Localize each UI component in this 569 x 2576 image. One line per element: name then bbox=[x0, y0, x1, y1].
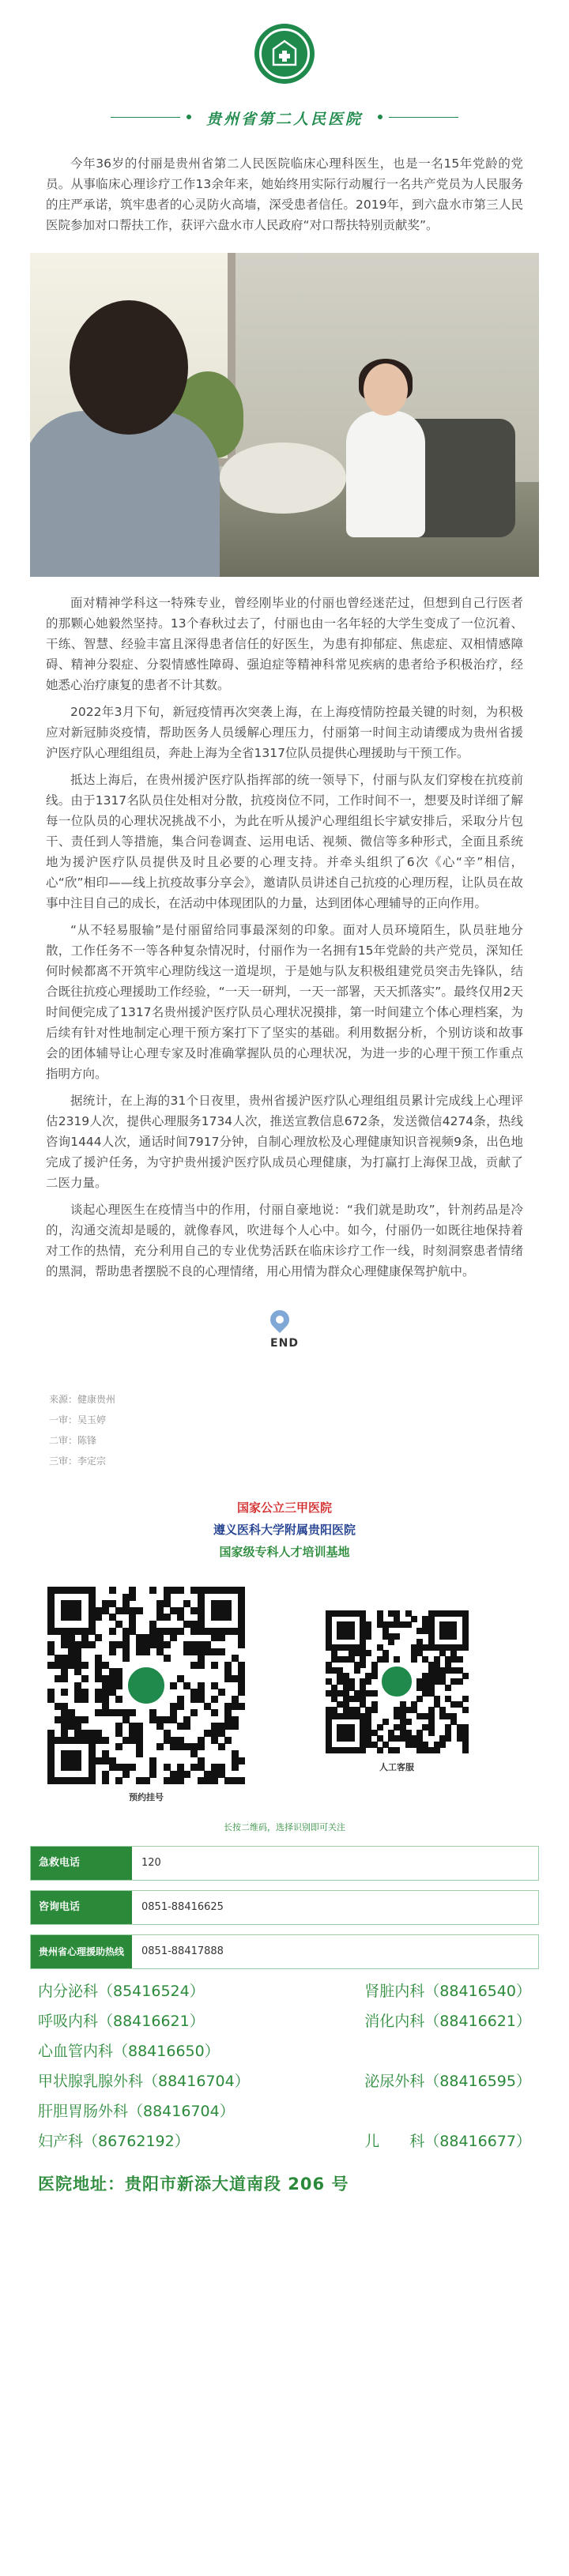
department-item: 心血管内科（88416650） bbox=[38, 2043, 220, 2060]
qr-module bbox=[164, 1614, 171, 1621]
qr-module bbox=[143, 1777, 150, 1784]
credits bbox=[49, 1389, 569, 1471]
qr-module bbox=[61, 1689, 68, 1696]
qr-module bbox=[462, 1696, 469, 1702]
hospital-name: 贵州省第二人民医院 bbox=[205, 111, 363, 128]
qr-module bbox=[95, 1614, 102, 1621]
qr-module bbox=[462, 1707, 469, 1713]
department-row bbox=[38, 2040, 531, 2062]
qr-module bbox=[450, 1633, 457, 1640]
qr-module bbox=[238, 1703, 245, 1710]
contact-label: 贵州省心理援助热线 bbox=[31, 1935, 132, 1968]
qr-module bbox=[371, 1690, 378, 1697]
institution-line-1: 国家公立三甲医院 bbox=[236, 1501, 332, 1515]
department-row bbox=[38, 2010, 531, 2032]
qr-module bbox=[360, 1747, 366, 1753]
department-row bbox=[38, 2100, 531, 2122]
consultation-photo bbox=[30, 253, 539, 577]
department-row bbox=[38, 2070, 531, 2092]
qr-module bbox=[457, 1656, 463, 1663]
qr-module bbox=[232, 1764, 239, 1771]
department-item: 肝胆胃肠外科（88416704） bbox=[38, 2103, 235, 2120]
qr-module bbox=[394, 1747, 400, 1753]
qr-module bbox=[177, 1628, 184, 1635]
article-body bbox=[0, 593, 569, 1282]
department-item: 内分泌科（85416524） bbox=[38, 1983, 205, 2000]
qr-module bbox=[102, 1737, 109, 1744]
qr-module bbox=[170, 1634, 177, 1641]
qr-module bbox=[149, 1587, 156, 1594]
department-item: 肾脏内科（88416540） bbox=[364, 1983, 531, 2000]
qr-module bbox=[136, 1750, 143, 1757]
contact-label: 咨询电话 bbox=[31, 1891, 132, 1924]
qr-module bbox=[89, 1641, 96, 1648]
qr-module bbox=[109, 1628, 116, 1635]
qr-module bbox=[218, 1689, 225, 1696]
qr-module bbox=[61, 1675, 68, 1682]
qr-module bbox=[434, 1747, 440, 1753]
qr-module bbox=[109, 1648, 116, 1655]
qr-module bbox=[122, 1655, 130, 1662]
contact-row-hotline bbox=[30, 1934, 539, 1969]
qr-module bbox=[365, 1633, 371, 1640]
qr-module bbox=[81, 1696, 89, 1703]
qr-module bbox=[428, 1730, 435, 1736]
contact-phone[interactable]: 0851-88417888 bbox=[141, 1945, 224, 1957]
qr-module bbox=[198, 1743, 205, 1750]
department-item: 呼吸内科（88416621） bbox=[38, 2013, 205, 2030]
qr-module bbox=[388, 1639, 394, 1645]
qr-module bbox=[224, 1737, 232, 1744]
qr-module bbox=[211, 1696, 218, 1703]
department-list bbox=[38, 1980, 531, 2152]
qr-module bbox=[211, 1662, 218, 1669]
qr-module bbox=[394, 1633, 400, 1640]
qr-module bbox=[238, 1689, 245, 1696]
qr-module bbox=[238, 1777, 245, 1784]
qr-module bbox=[360, 1662, 366, 1668]
service-qr-label: 人工客服 bbox=[379, 1762, 414, 1772]
qr-module bbox=[377, 1724, 383, 1731]
qr-module bbox=[81, 1675, 89, 1682]
qr-module bbox=[218, 1634, 225, 1641]
qr-module bbox=[156, 1743, 164, 1750]
qr-module bbox=[371, 1673, 378, 1679]
qr-module bbox=[382, 1656, 389, 1663]
department-row bbox=[38, 2130, 531, 2152]
qr-module bbox=[115, 1743, 122, 1750]
qr-module bbox=[115, 1777, 122, 1784]
contact-row-emergency bbox=[30, 1846, 539, 1881]
qr-module bbox=[122, 1771, 130, 1778]
qr-module bbox=[411, 1616, 417, 1622]
qr-module bbox=[190, 1709, 198, 1716]
qr-module bbox=[445, 1735, 451, 1742]
qr-module bbox=[218, 1648, 225, 1655]
body-paragraph: 2022年3月下旬，新冠疫情再次突袭上海，在上海疫情防控最关键的时刻，为积极应对新冠肺炎疫情，帮助医务人员缓解心理压力，付丽第一时间主动请缨成为贵州省援沪医疗队心理组组员，奔赴上海为全省1317位队员提供心理援助与干预工作。 bbox=[46, 705, 523, 760]
service-qr-code[interactable] bbox=[326, 1610, 468, 1753]
header bbox=[0, 0, 569, 142]
qr-module bbox=[129, 1594, 136, 1601]
hospital-emblem-icon bbox=[254, 24, 315, 84]
qr-module bbox=[394, 1656, 400, 1663]
qr-module bbox=[405, 1621, 412, 1628]
qr-module bbox=[129, 1709, 136, 1716]
qr-module bbox=[445, 1685, 451, 1691]
department-item: 泌尿外科（88416595） bbox=[364, 2073, 531, 2090]
appointment-qr-code[interactable] bbox=[47, 1587, 245, 1784]
qr-module bbox=[411, 1656, 417, 1663]
qr-module bbox=[164, 1641, 171, 1648]
scan-tip: 长按二维码，选择识别即可关注 bbox=[224, 1822, 345, 1832]
qr-center-logo-icon bbox=[126, 1665, 167, 1706]
qr-module bbox=[365, 1678, 371, 1685]
institution-block bbox=[0, 1497, 569, 1563]
qr-module bbox=[439, 1742, 446, 1748]
qr-module bbox=[177, 1587, 184, 1594]
credit-review-2: 二审：陈锋 bbox=[49, 1435, 97, 1446]
body-paragraph: 抵达上海后，在贵州援沪医疗队指挥部的统一领导下，付丽与队友们穿梭在抗疫前线。由于1317名队员住处相对分散，抗疫岗位不同，工作时间不一，想要及时详细了解每一位队员的心理状况挑战不小，为此在听从援沪心理组组长宇斌安排后，采取分片包干、责任到人等措施，集合问卷调查、运用电话、视频、微信等多种形式，全面且系统地为援沪医疗队员提供及时且必要的心理支持。并牵头组织了6次《心“辛”相信，心“欣”相印——线上抗疫故事分享会》，邀请队员讲述自己抗疫的心理历程，让队员在故事中注目自己的成长，在活动中体现团队的力量，达到团体心理辅导的正向作用。 bbox=[46, 773, 523, 910]
end-marker bbox=[0, 1302, 569, 1389]
qr-module bbox=[405, 1719, 412, 1725]
qr-module bbox=[183, 1771, 190, 1778]
qr-module bbox=[183, 1723, 190, 1730]
contact-list bbox=[30, 1846, 539, 1969]
qr-module bbox=[95, 1634, 102, 1641]
qr-module bbox=[349, 1633, 355, 1640]
qr-module bbox=[462, 1644, 469, 1651]
qr-module bbox=[115, 1682, 122, 1689]
qr-module bbox=[102, 1777, 109, 1784]
body-paragraph: 谈起心理医生在疫情当中的作用，付丽自豪地说：“我们就是助攻”，针剂药品是冷的，沟通交流却是暖的，就像春风，吹进每个人心中。如今，付丽仍一如既往地保持着对工作的热情，充分利用自己的专业优势活跃在临床诊疗工作一线，时刻洞察患者情绪的黑洞，帮助患者摆脱不良的心理情绪，用心用情为群众心理健康保驾护航中。 bbox=[46, 1203, 523, 1279]
institution-line-2: 遵义医科大学附属贵阳医院 bbox=[213, 1523, 356, 1537]
qr-module bbox=[136, 1607, 143, 1614]
qr-center-logo-icon bbox=[379, 1664, 413, 1698]
qr-module bbox=[382, 1719, 389, 1725]
department-item: 妇产科（86762192） bbox=[38, 2133, 190, 2150]
department-item: 消化内科（88416621） bbox=[364, 2013, 531, 2030]
department-item: 儿 科（88416677） bbox=[364, 2133, 531, 2150]
qr-module bbox=[238, 1757, 245, 1764]
qr-module bbox=[89, 1777, 96, 1784]
credit-source: 来源：健康贵州 bbox=[49, 1394, 116, 1405]
qr-module bbox=[377, 1747, 383, 1753]
qr-module bbox=[170, 1682, 177, 1689]
department-row bbox=[38, 1980, 531, 2002]
body-paragraph: 面对精神学科这一特殊专业，曾经刚毕业的付丽也曾经迷茫过，但想到自己行医者的那颗心她毅然坚持。13个春秋过去了，付丽也由一名年轻的大学生变成了一位沉着、干练、智慧、经验丰富且深得患者信任的好医生，为患有抑郁症、焦虑症、双相情感障碍、精神分裂症、分裂情感性障碍、强迫症等精神科常见疾病的患者给予积极治疗，经她悉心治疗康复的患者不计其数。 bbox=[46, 596, 523, 692]
qr-module bbox=[115, 1696, 122, 1703]
qr-module bbox=[371, 1707, 378, 1713]
qr-module bbox=[198, 1662, 205, 1669]
qr-module bbox=[74, 1614, 81, 1621]
institution-line-3: 国家级专科人才培训基地 bbox=[219, 1545, 350, 1559]
contact-row-inquiry bbox=[30, 1890, 539, 1925]
qr-module bbox=[81, 1716, 89, 1723]
body-paragraph: “从不轻易服输”是付丽留给同事最深刻的印象。面对人员环境陌生，队员驻地分散，工作任务不一等各种复杂情况时，付丽作为一名拥有15年党龄的共产党员，深知任何时候都离不开筑牢心理防线这一道堤坝，于是她与队友积极组建党员突击先锋队，结合既往抗疫心理援助工作经验，“一天一研判，一天一部署，天天抓落实”。最终仅用2天时间便完成了1317名贵州援沪医疗队员心理状况摸排，第一时间建立个体心理档案，为后续有针对性地制定心理干预方案打下了坚实的基础。利用数据分析，个别访谈和故事会的团体辅导让心理专家及时准确掌握队员的心理状况，为进一步的心理干预工作重点指明方向。 bbox=[46, 923, 523, 1081]
hospital-address: 医院地址：贵阳市新添大道南段 206 号 bbox=[38, 2175, 349, 2194]
qr-module bbox=[74, 1764, 81, 1771]
department-item: 甲状腺乳腺外科（88416704） bbox=[38, 2073, 250, 2090]
intro-paragraph: 今年36岁的付丽是贵州省第二人民医院临床心理科医生，也是一名15年党龄的党员。从事临床心理诊疗工作13余年来，她始终用实际行动履行一名共产党员为人民服务的庄严承诺，筑牢患者的心灵防火高墙，深受患者信任。2019年，到六盘水市第三人民医院参加对口帮扶工作，获评六盘水市人民政府“对口帮扶特别贡献奖”。 bbox=[46, 156, 523, 232]
qr-module bbox=[149, 1771, 156, 1778]
end-label: END bbox=[270, 1337, 299, 1350]
qr-module bbox=[232, 1723, 239, 1730]
qr-module bbox=[211, 1777, 218, 1784]
qr-module bbox=[218, 1743, 225, 1750]
qr-module bbox=[164, 1655, 171, 1662]
qr-module bbox=[143, 1648, 150, 1655]
qr-module bbox=[457, 1678, 463, 1685]
qr-module bbox=[224, 1614, 232, 1621]
qr-module bbox=[416, 1696, 423, 1702]
location-pin-icon bbox=[266, 1306, 293, 1333]
qr-module bbox=[462, 1747, 469, 1753]
appointment-qr-label: 预约挂号 bbox=[129, 1792, 164, 1802]
qr-module bbox=[354, 1667, 360, 1674]
qr-module bbox=[365, 1650, 371, 1656]
contact-label: 急救电话 bbox=[31, 1847, 132, 1880]
contact-phone[interactable]: 0851-88416625 bbox=[141, 1901, 224, 1913]
qr-module bbox=[211, 1709, 218, 1716]
qr-module bbox=[129, 1764, 136, 1771]
qr-module bbox=[238, 1641, 245, 1648]
body-paragraph: 据统计，在上海的31个日夜里，贵州省援沪医疗队心理组组员累计完成线上心理评估2319人次，提供心理服务1734人次，推送宣教信息672条，发送微信4274条，热线咨询1444人次，通话时间7917分钟，自制心理放松及心理健康知识音视频9条，出色地完成了援沪任务，为守护贵州援沪医疗队成员心理健康，为打赢打上海保卫战，贡献了二医力量。 bbox=[46, 1094, 523, 1190]
qr-module bbox=[349, 1735, 355, 1742]
contact-phone[interactable]: 120 bbox=[141, 1857, 161, 1869]
qr-module bbox=[177, 1777, 184, 1784]
qr-module bbox=[109, 1587, 116, 1594]
qr-codes bbox=[0, 1579, 569, 1816]
qr-module bbox=[81, 1662, 89, 1669]
qr-module bbox=[177, 1703, 184, 1710]
qr-module bbox=[462, 1673, 469, 1679]
credit-review-3: 三审：李定宗 bbox=[49, 1456, 107, 1467]
credit-review-1: 一审：吴玉婷 bbox=[49, 1414, 107, 1425]
